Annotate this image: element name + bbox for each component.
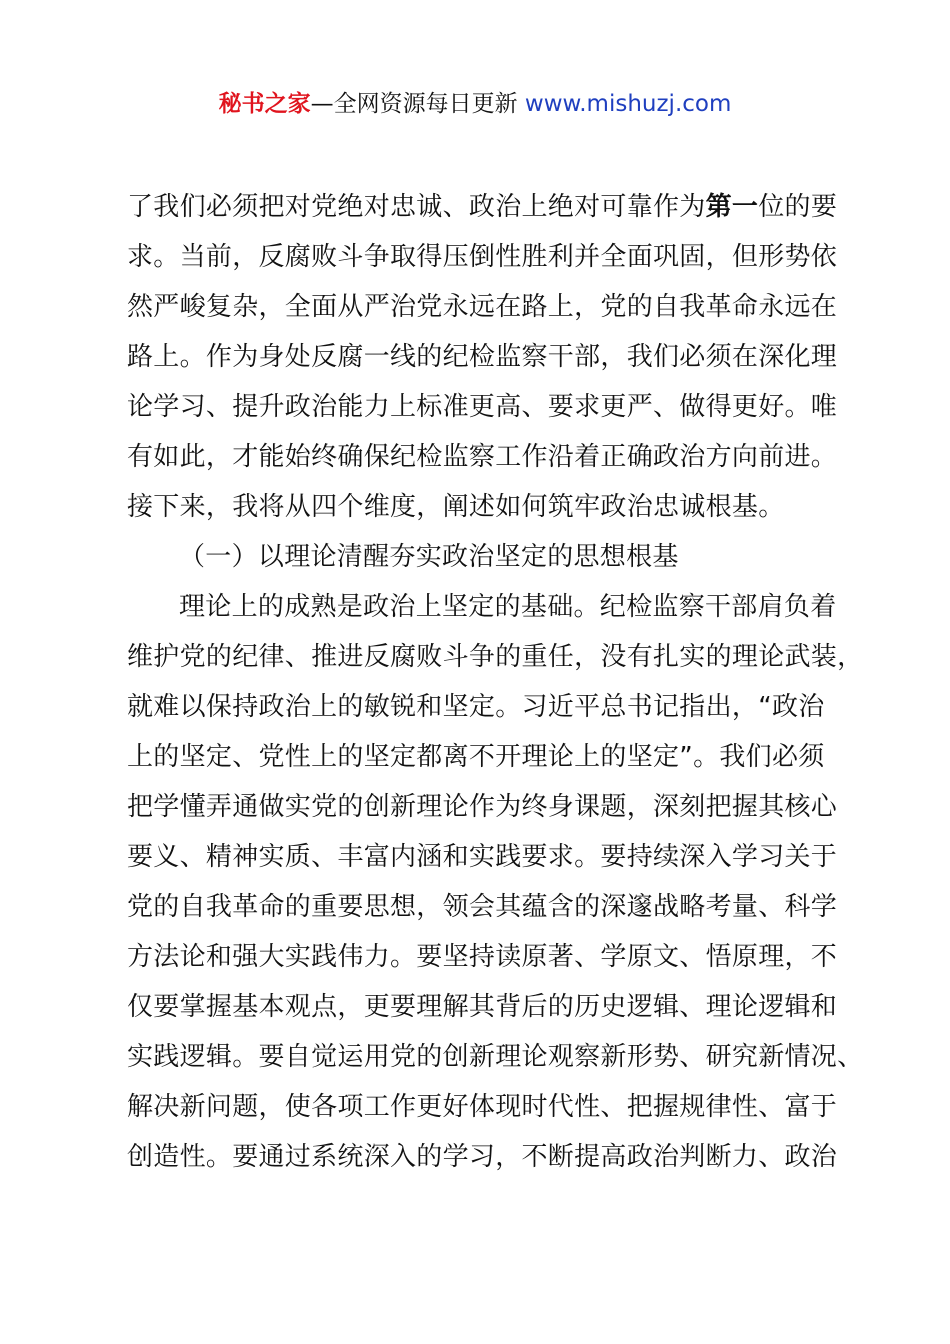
bold-emphasis: 第一 [705, 192, 759, 222]
paragraph-line: 接下来，我将从四个维度，阐述如何筑牢政治忠诚根基。 [127, 492, 785, 522]
paragraph-line: 仅要掌握基本观点，更要理解其背后的历史逻辑、理论逻辑和 [127, 992, 838, 1022]
site-brand: 秘书之家 [218, 91, 311, 117]
paragraph-line: 方法论和强大实践伟力。要坚持读原著、学原文、悟原理，不 [127, 942, 838, 972]
paragraph-line: 有如此，才能始终确保纪检监察工作沿着正确政治方向前进。 [127, 442, 838, 472]
page-header [0, 88, 950, 120]
section-heading: （一）以理论清醒夯实政治坚定的思想根基 [179, 542, 679, 572]
paragraph-line: 要义、精神实质、丰富内涵和实践要求。要持续深入学习关于 [127, 842, 838, 872]
paragraph-line: 理论上的成熟是政治上坚定的基础。纪检监察干部肩负着 [179, 592, 837, 622]
paragraph-line: 党的自我革命的重要思想，领会其蕴含的深邃战略考量、科学 [127, 892, 838, 922]
document-body [127, 182, 864, 1182]
paragraph-line: 路上。作为身处反腐一线的纪检监察干部，我们必须在深化理 [127, 342, 838, 372]
paragraph-line: 维护党的纪律、推进反腐败斗争的重任，没有扎实的理论武装， [127, 642, 864, 672]
paragraph-line: 解决新问题，使各项工作更好体现时代性、把握规律性、富于 [127, 1092, 838, 1122]
paragraph-line [127, 182, 838, 232]
paragraph-line: 上的坚定、党性上的坚定都离不开理论上的坚定”。我们必须 [127, 742, 825, 772]
paragraph-line: 就难以保持政治上的敏锐和坚定。习近平总书记指出，“政治 [127, 692, 825, 722]
paragraph-line: 求。当前，反腐败斗争取得压倒性胜利并全面巩固，但形势依 [127, 242, 838, 272]
paragraph-line: 实践逻辑。要自觉运用党的创新理论观察新形势、研究新情况、 [127, 1042, 864, 1072]
paragraph-line: 创造性。要通过系统深入的学习，不断提高政治判断力、政治 [127, 1142, 838, 1172]
paragraph-line: 论学习、提升政治能力上标准更高、要求更严、做得更好。唯 [127, 392, 838, 422]
site-url[interactable]: www.mishuzj.com [524, 91, 732, 117]
site-tagline: —全网资源每日更新 [310, 91, 525, 117]
line-text: 了我们必须把对党绝对忠诚、政治上绝对可靠作为 [127, 192, 706, 222]
line-text: 位的要 [758, 192, 838, 222]
paragraph-line: 然严峻复杂，全面从严治党永远在路上，党的自我革命永远在 [127, 292, 838, 322]
paragraph-line: 把学懂弄通做实党的创新理论作为终身课题，深刻把握其核心 [127, 792, 838, 822]
